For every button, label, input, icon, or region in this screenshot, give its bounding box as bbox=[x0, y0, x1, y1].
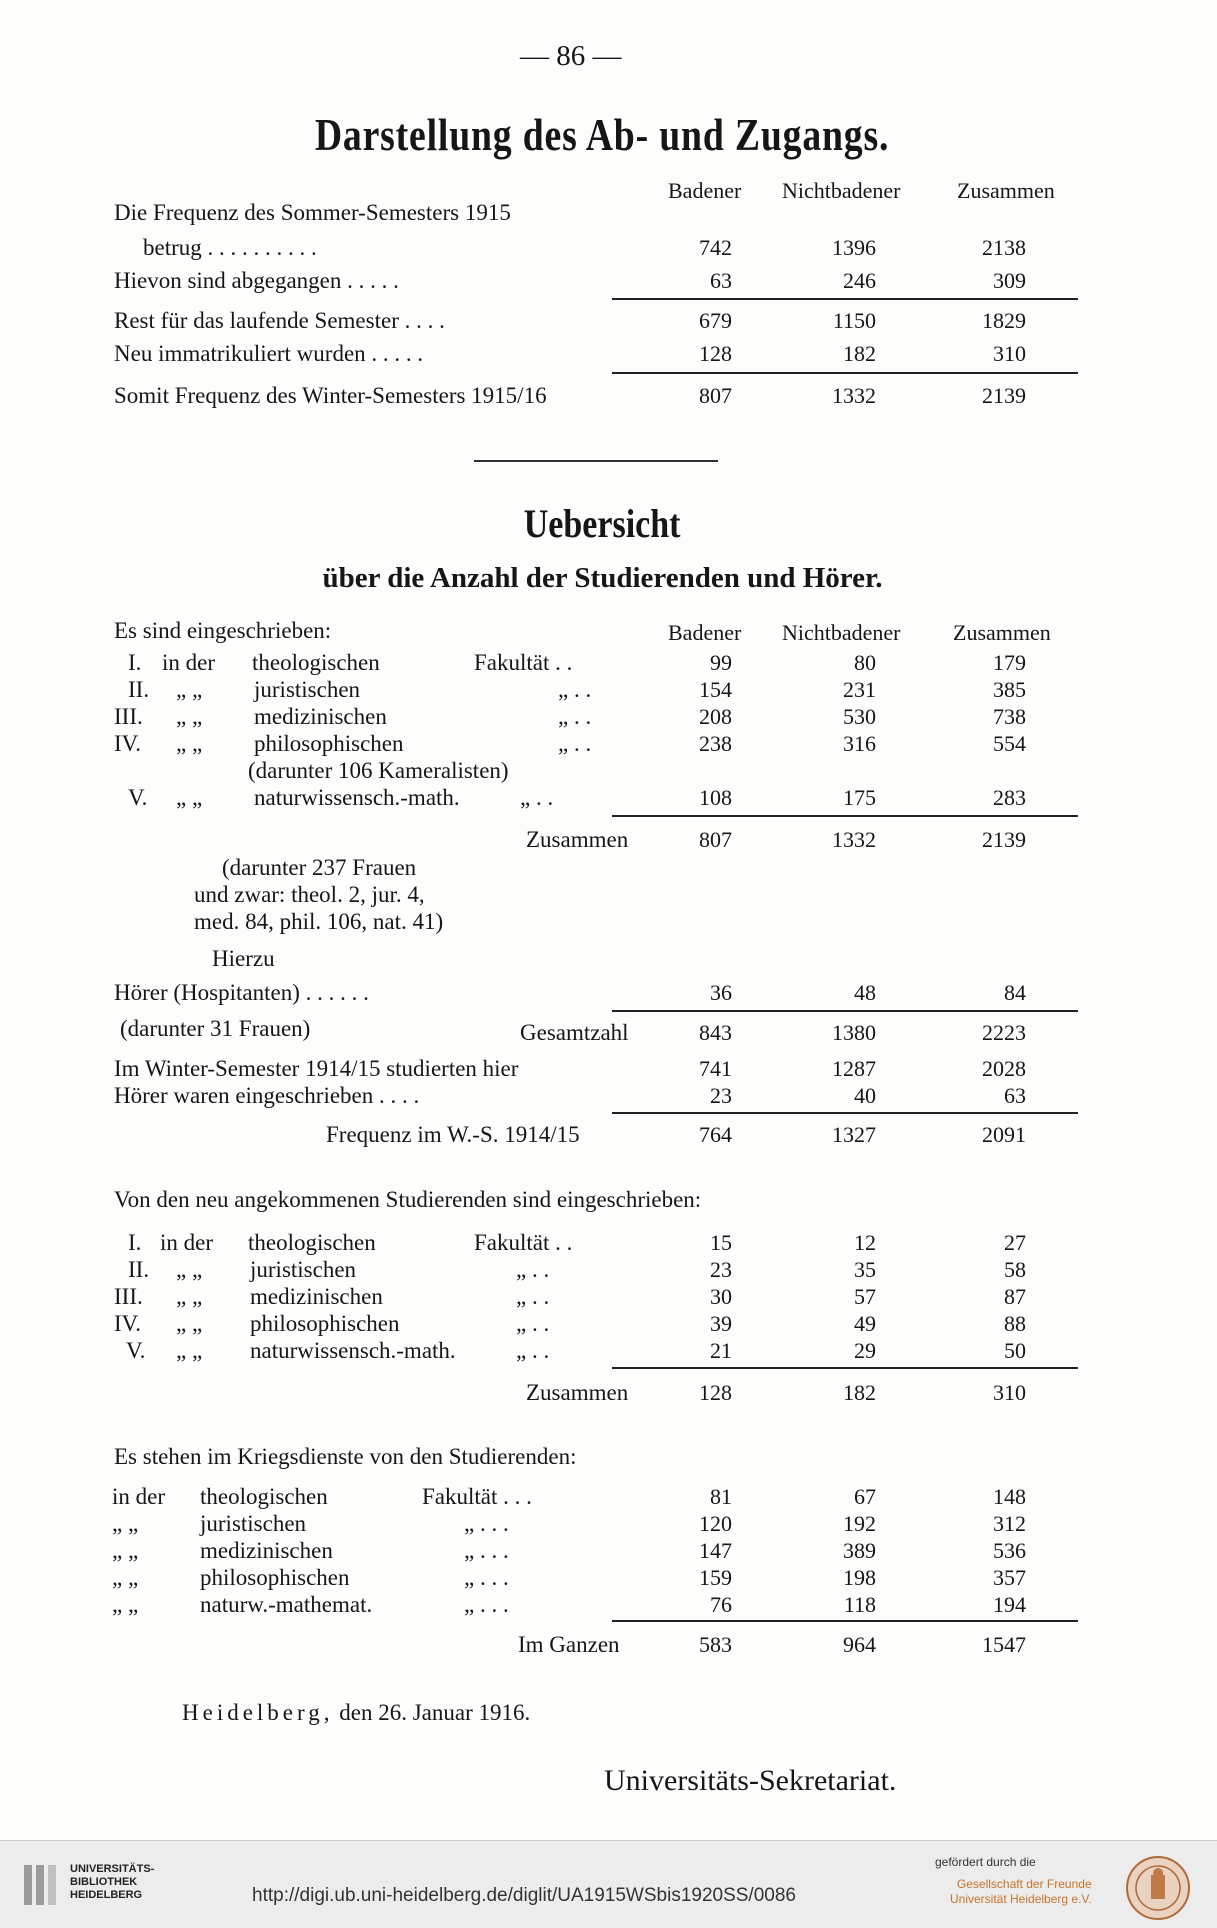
col-header-badener: Badener bbox=[668, 178, 742, 203]
col-header-nichtbadener: Nichtbadener bbox=[782, 620, 901, 645]
section-subtitle: über die Anzahl der Studierenden und Hörer. bbox=[322, 562, 883, 594]
cell-nichtbadener: 1287 bbox=[832, 1056, 876, 1081]
university-seal-icon bbox=[1125, 1855, 1191, 1921]
row-label: Neu immatrikuliert wurden . . . . . bbox=[114, 341, 424, 366]
cell-zusammen: 310 bbox=[993, 1380, 1026, 1405]
row-suffix: „ . . bbox=[558, 704, 592, 729]
sum-rule bbox=[612, 1620, 1078, 1622]
cell-zusammen: 58 bbox=[1004, 1257, 1026, 1282]
row-prefix: in der bbox=[112, 1484, 166, 1509]
cell-nichtbadener: 80 bbox=[854, 650, 876, 675]
cell-zusammen: 283 bbox=[993, 785, 1026, 810]
sponsor-org bbox=[950, 1877, 1092, 1907]
cell-badener: 764 bbox=[699, 1122, 732, 1147]
cell-nichtbadener: 316 bbox=[843, 731, 876, 756]
cell-nichtbadener: 48 bbox=[854, 980, 876, 1005]
cell-nichtbadener: 530 bbox=[843, 704, 876, 729]
sum-rule bbox=[612, 1367, 1078, 1369]
row-faculty: medizinischen bbox=[254, 704, 387, 729]
row-prefix: „ „ bbox=[112, 1511, 139, 1536]
row-numeral: I. bbox=[128, 650, 142, 675]
row-prefix: „ „ bbox=[176, 677, 203, 702]
cell-zusammen: 2139 bbox=[982, 827, 1026, 852]
row-suffix: „ . . . bbox=[464, 1538, 509, 1563]
row-suffix: „ . . bbox=[516, 1284, 550, 1309]
sum-rule bbox=[612, 1112, 1078, 1114]
row-numeral: V. bbox=[128, 785, 148, 810]
cell-zusammen: 27 bbox=[1004, 1230, 1026, 1255]
cell-nichtbadener: 1332 bbox=[832, 383, 876, 408]
row-numeral: I. bbox=[128, 1230, 142, 1255]
library-name-line3: HEIDELBERG bbox=[70, 1889, 143, 1901]
cell-zusammen: 310 bbox=[993, 341, 1026, 366]
row-prefix: „ „ bbox=[112, 1538, 139, 1563]
row-faculty: juristischen bbox=[250, 1257, 357, 1282]
sum-rule bbox=[612, 1010, 1078, 1012]
cell-nichtbadener: 49 bbox=[854, 1311, 876, 1336]
source-url-link[interactable]: http://digi.ub.uni-heidelberg.de/diglit/UA1915WSbis1920SS/0086 bbox=[252, 1885, 796, 1906]
cell-nichtbadener: 67 bbox=[854, 1484, 876, 1509]
row-numeral: II. bbox=[128, 1257, 150, 1282]
row-faculty: medizinischen bbox=[250, 1284, 383, 1309]
sponsor-org-line2: Universität Heidelberg e.V. bbox=[950, 1892, 1092, 1906]
library-logo-icon bbox=[22, 1861, 62, 1909]
cell-badener: 807 bbox=[699, 827, 732, 852]
row-numeral: V. bbox=[126, 1338, 146, 1363]
cell-nichtbadener: 12 bbox=[854, 1230, 876, 1255]
cell-nichtbadener: 1327 bbox=[832, 1122, 876, 1147]
row-suffix: „ . . bbox=[516, 1257, 550, 1282]
cell-zusammen: 738 bbox=[993, 704, 1026, 729]
row-suffix: Fakultät . . bbox=[474, 1230, 573, 1255]
section-divider bbox=[474, 460, 718, 462]
cell-nichtbadener: 40 bbox=[854, 1083, 876, 1108]
cell-nichtbadener: 175 bbox=[843, 785, 876, 810]
hoerer-label: Hörer (Hospitanten) . . . . . . bbox=[114, 980, 369, 1005]
row-prefix: in der bbox=[160, 1230, 214, 1255]
library-name bbox=[70, 1863, 154, 1902]
frauen-note-line2: und zwar: theol. 2, jur. 4, bbox=[194, 882, 425, 907]
row-label: Hievon sind abgegangen . . . . . bbox=[114, 268, 399, 293]
cell-zusammen: 2223 bbox=[982, 1020, 1026, 1045]
col-header-nichtbadener: Nichtbadener bbox=[782, 178, 901, 203]
cell-badener: 128 bbox=[699, 341, 732, 366]
ws-label: Im Winter-Semester 1914/15 studierten hier bbox=[114, 1056, 519, 1081]
row-prefix: „ „ bbox=[176, 785, 203, 810]
row-numeral: III. bbox=[114, 704, 143, 729]
footer-bar bbox=[0, 1840, 1217, 1928]
new-students-intro: Von den neu angekommenen Studierenden sind eingeschrieben: bbox=[114, 1187, 702, 1212]
sum-rule bbox=[612, 298, 1078, 300]
row-faculty: juristischen bbox=[254, 677, 361, 702]
row-prefix: „ „ bbox=[176, 731, 203, 756]
row-faculty: naturwissensch.-math. bbox=[254, 785, 460, 810]
row-suffix: „ . . . bbox=[464, 1592, 509, 1617]
row-suffix: „ . . bbox=[516, 1338, 550, 1363]
gesamt-label: Gesamtzahl bbox=[520, 1020, 629, 1045]
cell-nichtbadener: 182 bbox=[843, 1380, 876, 1405]
cell-badener: 15 bbox=[710, 1230, 732, 1255]
row-numeral: IV. bbox=[114, 731, 142, 756]
sponsor-org-line1: Gesellschaft der Freunde bbox=[956, 1877, 1092, 1891]
cell-badener: 128 bbox=[699, 1380, 732, 1405]
row-faculty: theologischen bbox=[248, 1230, 376, 1255]
row-suffix: „ . . bbox=[558, 731, 592, 756]
cell-badener: 742 bbox=[699, 235, 732, 260]
frauen-note-line1: (darunter 237 Frauen bbox=[222, 855, 417, 880]
cell-badener: 843 bbox=[699, 1020, 732, 1045]
row-faculty: philosophischen bbox=[200, 1565, 350, 1590]
cell-nichtbadener: 964 bbox=[843, 1632, 876, 1657]
cell-badener: 154 bbox=[699, 677, 732, 702]
row-prefix: „ „ bbox=[112, 1592, 139, 1617]
cell-badener: 81 bbox=[710, 1484, 732, 1509]
cell-nichtbadener: 1332 bbox=[832, 827, 876, 852]
cell-badener: 208 bbox=[699, 704, 732, 729]
cell-zusammen: 357 bbox=[993, 1565, 1026, 1590]
row-faculty: naturwissensch.-math. bbox=[250, 1338, 456, 1363]
cell-nichtbadener: 246 bbox=[843, 268, 876, 293]
col-header-badener: Badener bbox=[668, 620, 742, 645]
cell-badener: 108 bbox=[699, 785, 732, 810]
sponsor-label: gefördert durch die bbox=[935, 1855, 1036, 1869]
cell-zusammen: 148 bbox=[993, 1484, 1026, 1509]
section-title-uebersicht: Uebersicht bbox=[523, 501, 681, 546]
frauen-note-line3: med. 84, phil. 106, nat. 41) bbox=[194, 909, 444, 934]
row-faculty: juristischen bbox=[200, 1511, 307, 1536]
cell-nichtbadener: 389 bbox=[843, 1538, 876, 1563]
cell-badener: 159 bbox=[699, 1565, 732, 1590]
hierzu-label: Hierzu bbox=[212, 946, 275, 971]
cell-zusammen: 554 bbox=[993, 731, 1026, 756]
zusammen-label: Zusammen bbox=[526, 1380, 629, 1405]
col-header-zusammen: Zusammen bbox=[953, 620, 1051, 645]
row-numeral: IV. bbox=[114, 1311, 142, 1336]
frequency-intro: Die Frequenz des Sommer-Semesters 1915 bbox=[114, 200, 511, 225]
col-header-zusammen: Zusammen bbox=[957, 178, 1055, 203]
row-label: betrug . . . . . . . . . . bbox=[143, 235, 317, 260]
row-prefix: „ „ bbox=[176, 1311, 203, 1336]
row-prefix: „ „ bbox=[112, 1565, 139, 1590]
cell-badener: 21 bbox=[710, 1338, 732, 1363]
cell-nichtbadener: 1380 bbox=[832, 1020, 876, 1045]
sum-rule bbox=[612, 815, 1078, 817]
cell-zusammen: 2091 bbox=[982, 1122, 1026, 1147]
cell-badener: 39 bbox=[710, 1311, 732, 1336]
cell-badener: 63 bbox=[710, 268, 732, 293]
row-prefix: „ „ bbox=[176, 1338, 203, 1363]
cell-zusammen: 385 bbox=[993, 677, 1026, 702]
row-numeral: II. bbox=[128, 677, 150, 702]
row-faculty: theologischen bbox=[200, 1484, 328, 1509]
cell-badener: 679 bbox=[699, 308, 732, 333]
section-title-abgang: Darstellung des Ab- und Zugangs. bbox=[314, 109, 890, 160]
cell-nichtbadener: 35 bbox=[854, 1257, 876, 1282]
sum-rule bbox=[612, 372, 1078, 374]
cell-zusammen: 536 bbox=[993, 1538, 1026, 1563]
total-label: Im Ganzen bbox=[518, 1632, 620, 1657]
row-suffix: „ . . bbox=[520, 785, 554, 810]
cell-zusammen: 1547 bbox=[982, 1632, 1026, 1657]
row-prefix: „ „ bbox=[176, 1257, 203, 1282]
cell-badener: 741 bbox=[699, 1056, 732, 1081]
cell-zusammen: 50 bbox=[1004, 1338, 1026, 1363]
row-prefix: in der bbox=[162, 650, 216, 675]
cell-badener: 120 bbox=[699, 1511, 732, 1536]
date: den 26. Januar 1916. bbox=[339, 1700, 531, 1725]
row-suffix: Fakultät . . . bbox=[422, 1484, 532, 1509]
row-numeral: III. bbox=[114, 1284, 143, 1309]
war-service-intro: Es stehen im Kriegsdienste von den Studierenden: bbox=[114, 1444, 577, 1469]
row-suffix: „ . . . bbox=[464, 1565, 509, 1590]
row-suffix: „ . . bbox=[558, 677, 592, 702]
row-label: Somit Frequenz des Winter-Semesters 1915/16 bbox=[114, 383, 547, 408]
row-suffix: „ . . bbox=[516, 1311, 550, 1336]
cell-nichtbadener: 182 bbox=[843, 341, 876, 366]
row-faculty: theologischen bbox=[252, 650, 380, 675]
freq-ws-label: Frequenz im W.-S. 1914/15 bbox=[326, 1122, 580, 1147]
cell-zusammen: 179 bbox=[993, 650, 1026, 675]
cell-badener: 23 bbox=[710, 1257, 732, 1282]
cell-badener: 583 bbox=[699, 1632, 732, 1657]
kameralisten-note: (darunter 106 Kameralisten) bbox=[248, 758, 509, 783]
cell-zusammen: 63 bbox=[1004, 1083, 1026, 1108]
cell-badener: 807 bbox=[699, 383, 732, 408]
hoerer-frauen-note: (darunter 31 Frauen) bbox=[120, 1016, 311, 1041]
library-name-line2: BIBLIOTHEK bbox=[70, 1876, 138, 1888]
library-name-line1: UNIVERSITÄTS- bbox=[70, 1863, 155, 1875]
cell-zusammen: 309 bbox=[993, 268, 1026, 293]
cell-badener: 238 bbox=[699, 731, 732, 756]
cell-nichtbadener: 57 bbox=[854, 1284, 876, 1309]
cell-badener: 99 bbox=[710, 650, 732, 675]
row-faculty: naturw.-mathemat. bbox=[200, 1592, 373, 1617]
row-faculty: medizinischen bbox=[200, 1538, 333, 1563]
row-suffix: „ . . . bbox=[464, 1511, 509, 1536]
cell-nichtbadener: 118 bbox=[843, 1592, 876, 1617]
place-date bbox=[182, 1700, 530, 1726]
cell-badener: 23 bbox=[710, 1083, 732, 1108]
cell-zusammen: 2138 bbox=[982, 235, 1026, 260]
cell-zusammen: 312 bbox=[993, 1511, 1026, 1536]
row-prefix: „ „ bbox=[176, 1284, 203, 1309]
cell-nichtbadener: 1150 bbox=[832, 308, 876, 333]
row-suffix: Fakultät . . bbox=[474, 650, 573, 675]
row-prefix: „ „ bbox=[176, 704, 203, 729]
cell-zusammen: 1829 bbox=[982, 308, 1026, 333]
cell-nichtbadener: 192 bbox=[843, 1511, 876, 1536]
cell-badener: 30 bbox=[710, 1284, 732, 1309]
cell-zusammen: 84 bbox=[1004, 980, 1026, 1005]
row-faculty: philosophischen bbox=[254, 731, 404, 756]
cell-zusammen: 194 bbox=[993, 1592, 1026, 1617]
cell-badener: 76 bbox=[710, 1592, 732, 1617]
cell-badener: 147 bbox=[699, 1538, 732, 1563]
cell-zusammen: 2139 bbox=[982, 383, 1026, 408]
cell-nichtbadener: 29 bbox=[854, 1338, 876, 1363]
place: Heidelberg, bbox=[182, 1700, 334, 1725]
row-label: Rest für das laufende Semester . . . . bbox=[114, 308, 445, 333]
cell-nichtbadener: 1396 bbox=[832, 235, 876, 260]
cell-zusammen: 87 bbox=[1004, 1284, 1026, 1309]
page-number: — 86 — bbox=[520, 40, 622, 72]
cell-badener: 36 bbox=[710, 980, 732, 1005]
ws-hoerer-label: Hörer waren eingeschrieben . . . . bbox=[114, 1083, 420, 1108]
zusammen-label: Zusammen bbox=[526, 827, 629, 852]
signature: Universitäts-Sekretariat. bbox=[604, 1764, 897, 1797]
cell-zusammen: 2028 bbox=[982, 1056, 1026, 1081]
cell-nichtbadener: 198 bbox=[843, 1565, 876, 1590]
enrolled-intro: Es sind eingeschrieben: bbox=[114, 618, 332, 643]
cell-zusammen: 88 bbox=[1004, 1311, 1026, 1336]
row-faculty: philosophischen bbox=[250, 1311, 400, 1336]
cell-nichtbadener: 231 bbox=[843, 677, 876, 702]
